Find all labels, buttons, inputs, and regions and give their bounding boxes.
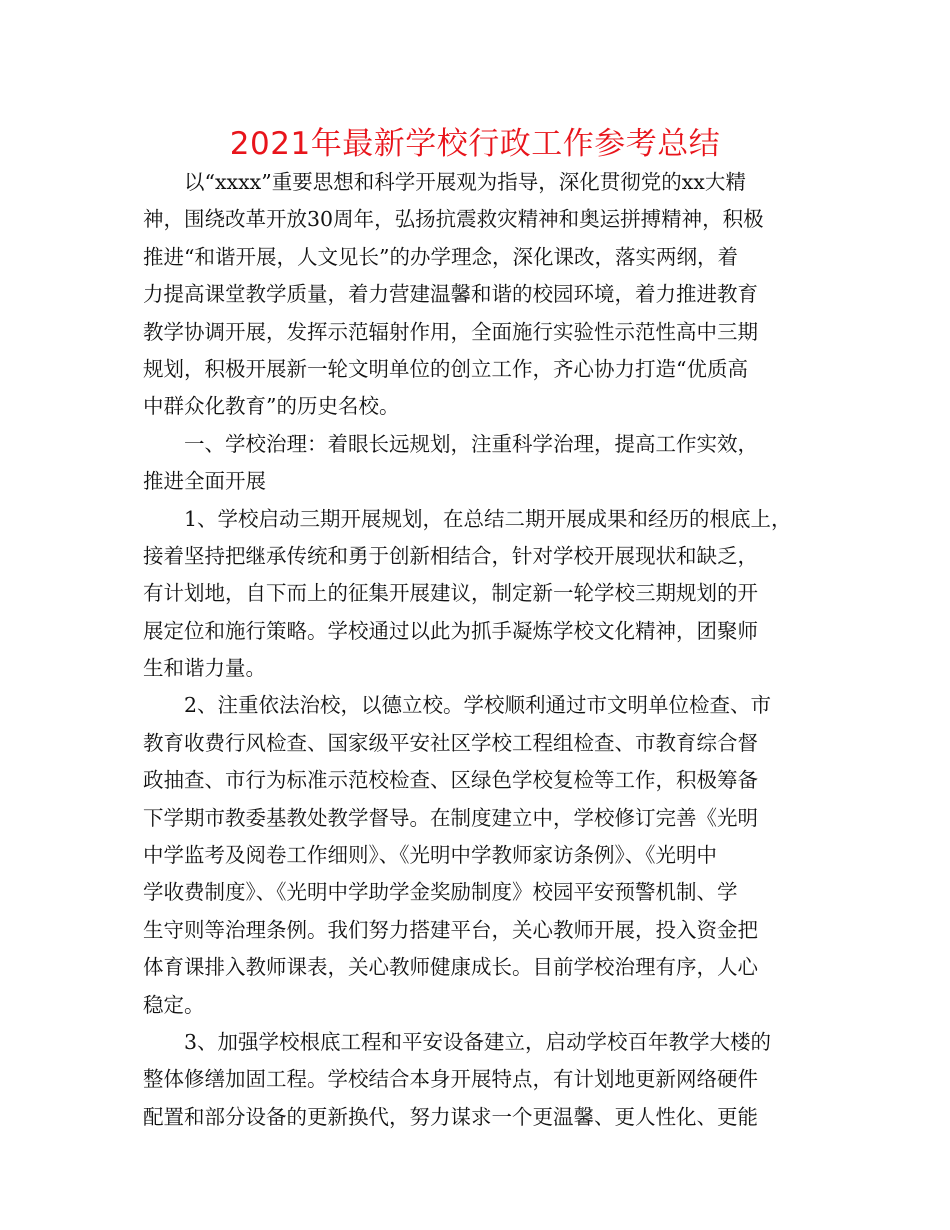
text-line: 体育课排入教师课表，关心教师健康成长。目前学校治理有序，人心 xyxy=(143,955,758,980)
text-line: 2、注重依法治校，以德立校。学校顺利通过市文明单位检查、市 xyxy=(184,693,772,718)
text-line: 1、学校启动三期开展规划，在总结二期开展成果和经历的根底上， xyxy=(184,506,792,531)
text-line: 生和谐力量。 xyxy=(143,656,266,681)
text-line: 生守则等治理条例。我们努力搭建平台，关心教师开展，投入资金把 xyxy=(143,917,758,942)
text-line: 中群众化教育”的历史名校。 xyxy=(143,394,400,419)
text-line: 整体修缮加固工程。学校结合本身开展特点，有计划地更新网络硬件 xyxy=(143,1067,758,1092)
text-line: 3、加强学校根底工程和平安设备建立，启动学校百年教学大楼的 xyxy=(184,1029,772,1054)
paragraph-item-2 xyxy=(143,687,815,1024)
paragraph-item-1 xyxy=(143,501,815,688)
text-line: 配置和部分设备的更新换代，努力谋求一个更温馨、更人性化、更能 xyxy=(143,1104,758,1129)
text-line: 稳定。 xyxy=(143,992,205,1017)
text-line: 下学期市教委基教处教学督导。在制度建立中，学校修订完善《光明 xyxy=(143,805,758,830)
text-line: 教学协调开展，发挥示范辐射作用，全面施行实验性示范性高中三期 xyxy=(143,319,758,344)
text-line: 推进“和谐开展，人文见长”的办学理念，深化课改，落实两纲，着 xyxy=(143,244,738,269)
section-heading-1 xyxy=(143,426,815,501)
text-line: 神，围绕改革开放30周年，弘扬抗震救灾精神和奥运拼搏精神，积极 xyxy=(143,207,764,232)
text-line: 有计划地，自下而上的征集开展建议，制定新一轮学校三期规划的开 xyxy=(143,581,758,606)
text-line: 中学监考及阅卷工作细则》、《光明中学教师家访条例》、《光明中 xyxy=(143,843,717,868)
text-line: 教育收费行风检查、国家级平安社区学校工程组检查、市教育综合督 xyxy=(143,730,758,755)
text-line: 展定位和施行策略。学校通过以此为抓手凝炼学校文化精神，团聚师 xyxy=(143,618,758,643)
paragraph-item-3 xyxy=(143,1024,815,1136)
document-body xyxy=(143,164,815,1136)
text-line: 推进全面开展 xyxy=(143,469,266,494)
text-line: 力提高课堂教学质量，着力营建温馨和谐的校园环境，着力推进教育 xyxy=(143,282,758,307)
text-line: 政抽查、市行为标准示范校检查、区绿色学校复检等工作，积极筹备 xyxy=(143,768,758,793)
text-line: 接着坚持把继承传统和勇于创新相结合，针对学校开展现状和缺乏， xyxy=(143,543,758,568)
text-line: 一、学校治理：着眼长远规划，注重科学治理，提高工作实效， xyxy=(184,431,758,456)
text-line: 以“xxxx”重要思想和科学开展观为指导，深化贯彻党的xx大精 xyxy=(184,170,746,194)
paragraph-intro xyxy=(143,164,815,426)
text-line: 规划，积极开展新一轮文明单位的创立工作，齐心协力打造“优质高 xyxy=(143,356,748,381)
document-title: 2021年最新学校行政工作参考总结 xyxy=(229,126,721,162)
text-line: 学收费制度》、《光明中学助学金奖励制度》校园平安预警机制、学 xyxy=(143,880,738,905)
